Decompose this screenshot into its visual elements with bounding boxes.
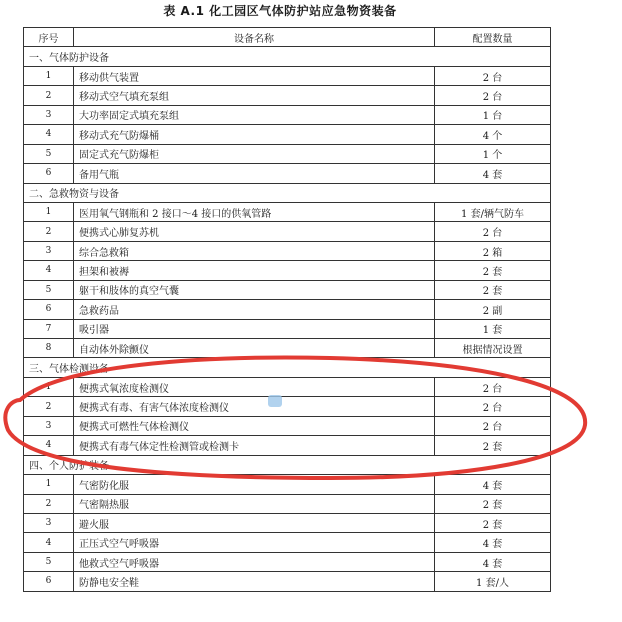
equipment-name: 气密防化服 (74, 475, 435, 494)
equipment-name: 自动体外除颤仪 (74, 339, 435, 358)
equipment-name: 急救药品 (74, 300, 435, 319)
table-row (24, 416, 551, 435)
equipment-name: 躯干和肢体的真空气囊 (74, 280, 435, 299)
equipment-quantity: 2 台 (435, 66, 551, 85)
equipment-name: 移动式充气防爆桶 (74, 125, 435, 144)
table-row (24, 86, 551, 105)
equipment-quantity: 4 套 (435, 475, 551, 494)
table-row (24, 533, 551, 552)
equipment-name: 移动式空气填充泵组 (74, 86, 435, 105)
equipment-quantity: 2 台 (435, 397, 551, 416)
row-number: 1 (24, 202, 74, 221)
watermark-icon (268, 395, 282, 407)
table-row (24, 494, 551, 513)
equipment-name: 担架和被褥 (74, 261, 435, 280)
equipment-quantity: 4 套 (435, 552, 551, 571)
equipment-quantity: 1 套 (435, 319, 551, 338)
table-row (24, 222, 551, 241)
table-row (24, 300, 551, 319)
row-number: 1 (24, 475, 74, 494)
section-title: 二、急救物资与设备 (24, 183, 551, 202)
table-row (24, 397, 551, 416)
equipment-name: 便携式可燃性气体检测仪 (74, 416, 435, 435)
row-number: 7 (24, 319, 74, 338)
equipment-quantity: 4 套 (435, 533, 551, 552)
equipment-name: 防静电安全鞋 (74, 572, 435, 591)
equipment-quantity: 2 套 (435, 513, 551, 532)
row-number: 8 (24, 339, 74, 358)
equipment-quantity: 1 套/人 (435, 572, 551, 591)
equipment-name: 避火服 (74, 513, 435, 532)
equipment-name: 固定式充气防爆柜 (74, 144, 435, 163)
table-row (24, 319, 551, 338)
table-header-row (24, 28, 551, 47)
table-row (24, 513, 551, 532)
row-number: 5 (24, 144, 74, 163)
row-number: 2 (24, 494, 74, 513)
equipment-name: 气密隔热服 (74, 494, 435, 513)
header-name: 设备名称 (74, 28, 435, 47)
table-row (24, 339, 551, 358)
equipment-name: 便携式有毒、有害气体浓度检测仪 (74, 397, 435, 416)
equipment-quantity: 1 套/辆气防车 (435, 202, 551, 221)
table-row (24, 475, 551, 494)
row-number: 2 (24, 86, 74, 105)
section-row (24, 358, 551, 377)
equipment-name: 便携式心肺复苏机 (74, 222, 435, 241)
section-row (24, 455, 551, 474)
table-row (24, 125, 551, 144)
table-row (24, 105, 551, 124)
equipment-name: 便携式氧浓度检测仪 (74, 377, 435, 396)
row-number: 4 (24, 533, 74, 552)
equipment-quantity: 4 套 (435, 164, 551, 183)
row-number: 1 (24, 377, 74, 396)
equipment-quantity: 2 台 (435, 86, 551, 105)
equipment-quantity: 2 套 (435, 494, 551, 513)
header-qty: 配置数量 (435, 28, 551, 47)
row-number: 5 (24, 552, 74, 571)
header-no: 序号 (24, 28, 74, 47)
table-row (24, 241, 551, 260)
row-number: 4 (24, 436, 74, 455)
table-row (24, 436, 551, 455)
row-number: 4 (24, 125, 74, 144)
row-number: 2 (24, 397, 74, 416)
equipment-quantity: 2 台 (435, 222, 551, 241)
equipment-quantity: 2 套 (435, 261, 551, 280)
table-row (24, 377, 551, 396)
section-title: 一、气体防护设备 (24, 47, 551, 66)
equipment-quantity: 2 套 (435, 280, 551, 299)
equipment-quantity: 2 箱 (435, 241, 551, 260)
table-row (24, 572, 551, 591)
table-row (24, 261, 551, 280)
row-number: 2 (24, 222, 74, 241)
equipment-name: 大功率固定式填充泵组 (74, 105, 435, 124)
equipment-quantity: 1 个 (435, 144, 551, 163)
table-body (24, 47, 551, 591)
section-title: 四、个人防护装备 (24, 455, 551, 474)
equipment-quantity: 2 副 (435, 300, 551, 319)
equipment-name: 吸引器 (74, 319, 435, 338)
equipment-name: 备用气瓶 (74, 164, 435, 183)
table-row (24, 280, 551, 299)
row-number: 4 (24, 261, 74, 280)
equipment-name: 综合急救箱 (74, 241, 435, 260)
equipment-quantity: 4 个 (435, 125, 551, 144)
row-number: 6 (24, 164, 74, 183)
row-number: 6 (24, 300, 74, 319)
table-row (24, 164, 551, 183)
equipment-quantity: 2 套 (435, 436, 551, 455)
equipment-quantity: 1 台 (435, 105, 551, 124)
table-row (24, 552, 551, 571)
row-number: 1 (24, 66, 74, 85)
equipment-name: 医用氧气钢瓶和 2 接口～4 接口的供氧管路 (74, 202, 435, 221)
row-number: 6 (24, 572, 74, 591)
row-number: 5 (24, 280, 74, 299)
row-number: 3 (24, 105, 74, 124)
equipment-quantity: 2 台 (435, 377, 551, 396)
equipment-name: 移动供气装置 (74, 66, 435, 85)
section-row (24, 183, 551, 202)
row-number: 3 (24, 416, 74, 435)
equipment-quantity: 根据情况设置 (435, 339, 551, 358)
row-number: 3 (24, 513, 74, 532)
equipment-quantity: 2 台 (435, 416, 551, 435)
table-row (24, 202, 551, 221)
row-number: 3 (24, 241, 74, 260)
table-title: 表 A.1 化工园区气体防护站应急物资装备 (163, 4, 397, 18)
equipment-name: 便携式有毒气体定性检测管或检测卡 (74, 436, 435, 455)
table-row (24, 144, 551, 163)
equipment-table (23, 27, 551, 592)
section-row (24, 47, 551, 66)
table-row (24, 66, 551, 85)
equipment-name: 他救式空气呼吸器 (74, 552, 435, 571)
section-title: 三、气体检测设备 (24, 358, 551, 377)
equipment-name: 正压式空气呼吸器 (74, 533, 435, 552)
